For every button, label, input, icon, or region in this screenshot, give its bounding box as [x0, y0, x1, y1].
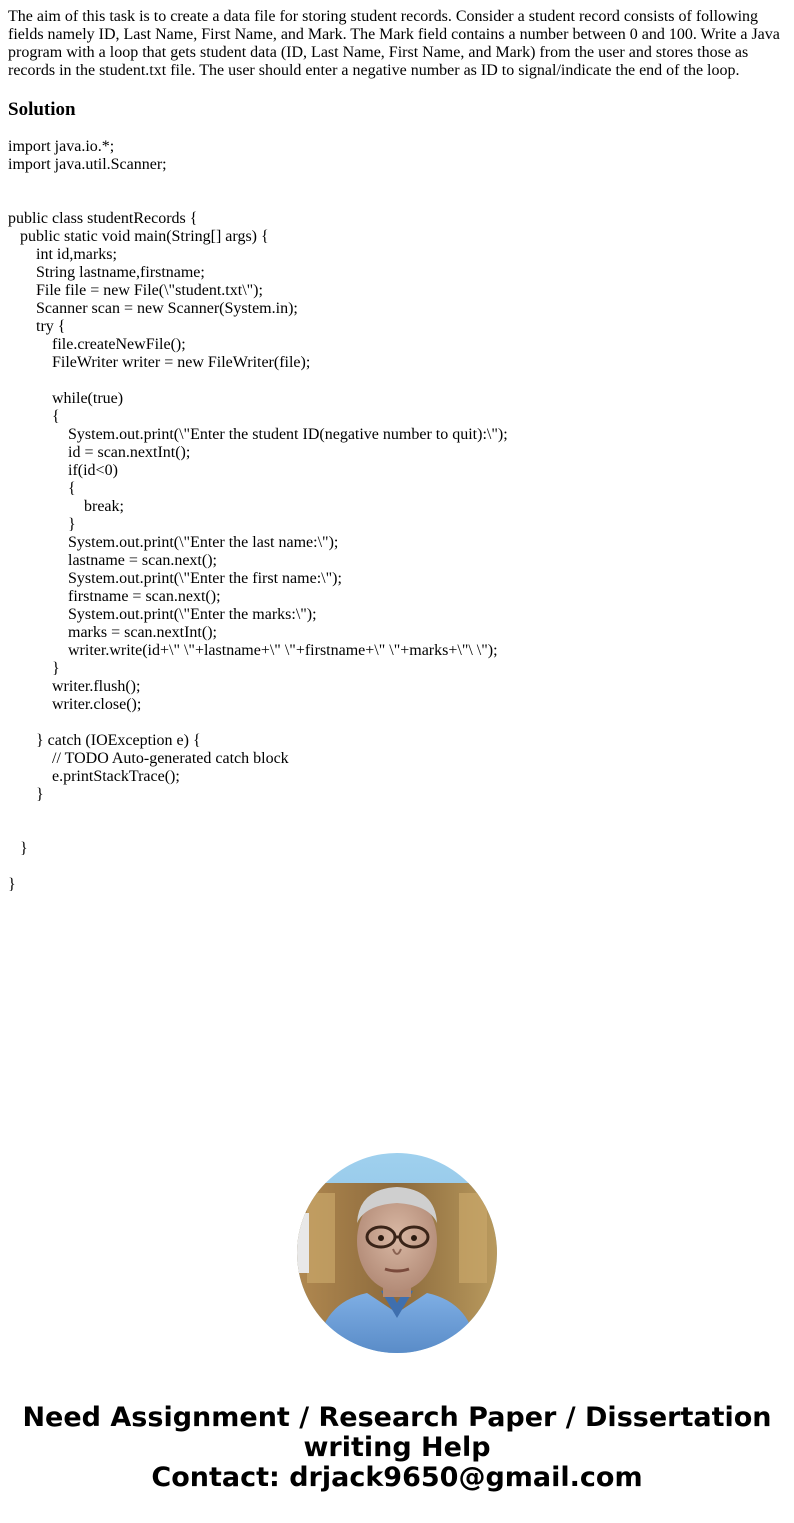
code-line: e.printStackTrace();: [8, 768, 180, 785]
code-line: }: [8, 660, 60, 677]
code-line: firstname = scan.next();: [8, 588, 221, 605]
code-line: // TODO Auto-generated catch block: [8, 750, 289, 767]
code-line: import java.util.Scanner;: [8, 156, 167, 173]
code-line: } catch (IOException e) {: [8, 732, 201, 749]
code-line: id = scan.nextInt();: [8, 444, 191, 461]
author-avatar: [297, 1153, 497, 1353]
code-line: }: [8, 786, 44, 803]
code-line: int id,marks;: [8, 246, 117, 263]
code-line: FileWriter writer = new FileWriter(file);: [8, 354, 311, 371]
question-text: The aim of this task is to create a data file for storing student records. Consider a student record consists of following fields namely ID, Last Name, First Name, and Mark. The Mark field contains a number between 0 and 100. Write a Java program with a loop that gets student data (ID, Last Name, First Name, and Mark) from the user and stores those as records in the student.txt file. The user should enter a negative number as ID to signal/indicate the end of the loop.: [8, 8, 780, 79]
code-line: public class studentRecords {: [8, 210, 198, 227]
solution-heading: Solution: [8, 99, 76, 120]
code-line: try {: [8, 318, 66, 335]
code-line: System.out.print(\"Enter the first name:\");: [8, 570, 342, 587]
code-line: {: [8, 408, 60, 425]
code-line: Scanner scan = new Scanner(System.in);: [8, 300, 298, 317]
code-line: writer.flush();: [8, 678, 141, 695]
code-block: [8, 138, 508, 894]
code-line: break;: [8, 498, 124, 515]
code-line: [8, 714, 508, 732]
code-line: }: [8, 876, 16, 893]
banner-line-2: writing Help: [303, 1432, 491, 1463]
code-line: [8, 174, 508, 192]
code-line: System.out.print(\"Enter the marks:\");: [8, 606, 317, 623]
banner-line-3: Contact: drjack9650@gmail.com: [151, 1462, 643, 1493]
code-line: }: [8, 516, 76, 533]
code-line: System.out.print(\"Enter the last name:\");: [8, 534, 339, 551]
code-line: file.createNewFile();: [8, 336, 186, 353]
person-photo-icon: [297, 1153, 497, 1353]
contact-banner: [0, 1403, 794, 1493]
code-line: File file = new File(\"student.txt\");: [8, 282, 263, 299]
code-line: String lastname,firstname;: [8, 264, 205, 281]
code-line: }: [8, 840, 28, 857]
code-line: if(id<0): [8, 462, 118, 479]
code-line: [8, 192, 508, 210]
code-line: writer.close();: [8, 696, 142, 713]
code-line: marks = scan.nextInt();: [8, 624, 217, 641]
code-line: lastname = scan.next();: [8, 552, 217, 569]
code-line: System.out.print(\"Enter the student ID(negative number to quit):\");: [8, 426, 508, 443]
code-line: while(true): [8, 390, 124, 407]
code-line: public static void main(String[] args) {: [8, 228, 269, 245]
code-line: import java.io.*;: [8, 138, 115, 155]
code-line: [8, 858, 508, 876]
code-line: [8, 372, 508, 390]
banner-line-1: Need Assignment / Research Paper / Dissertation: [22, 1402, 772, 1433]
code-line: [8, 822, 508, 840]
code-line: writer.write(id+\" \"+lastname+\" \"+firstname+\" \"+marks+\"\ \");: [8, 642, 498, 659]
code-line: {: [8, 480, 76, 497]
code-line: [8, 804, 508, 822]
